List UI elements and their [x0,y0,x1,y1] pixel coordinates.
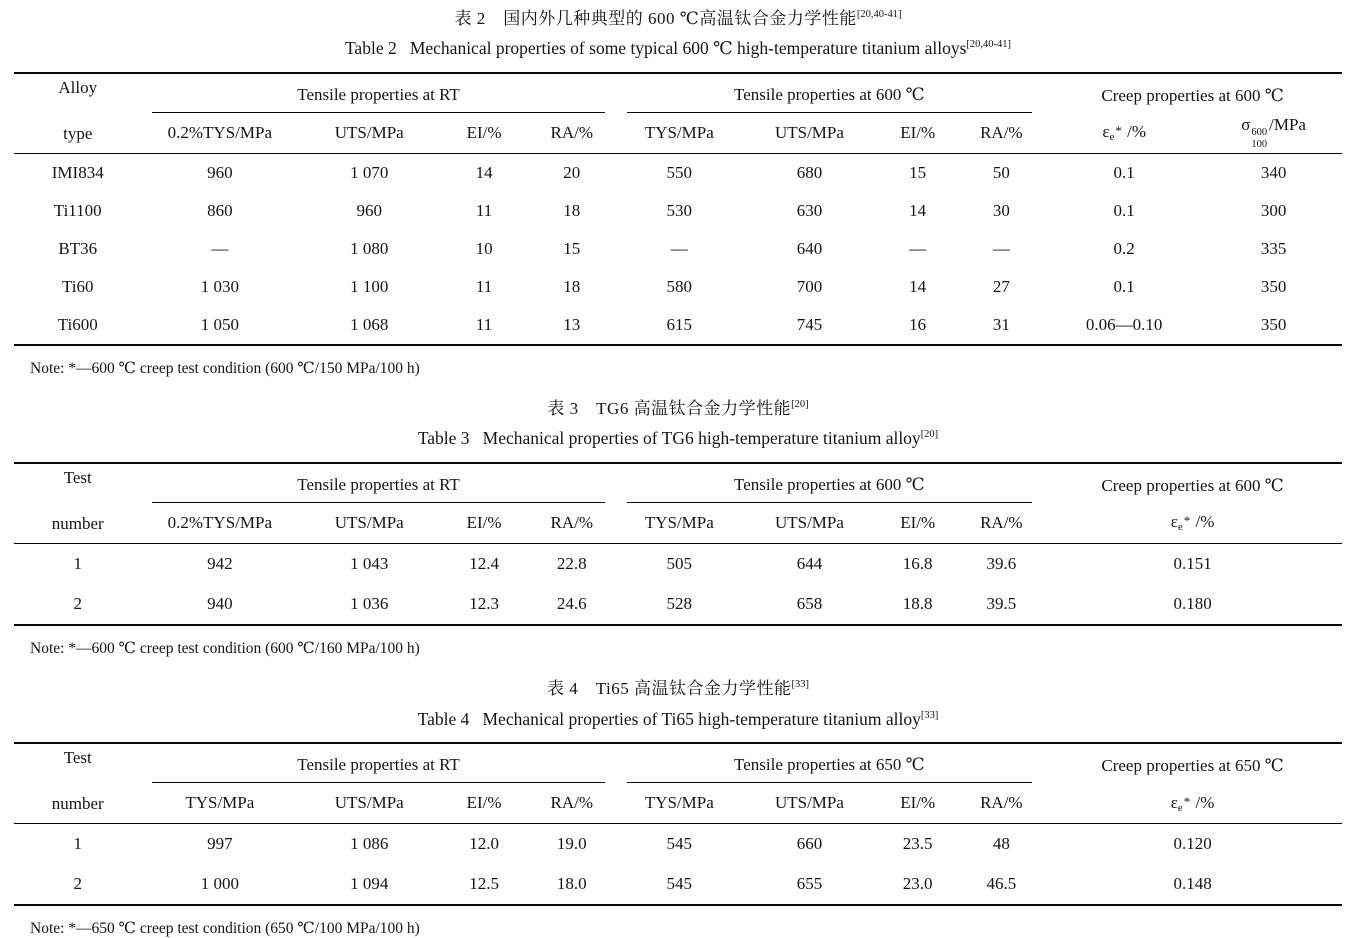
col-header-ra-600: RA/% [980,512,1023,532]
table3-stub-header [14,463,141,544]
data-cell: 0.151 [1173,554,1212,574]
data-cell: 350 [1260,315,1287,335]
data-cell: 12.5 [469,874,499,894]
table3-group-600: Tensile properties at 600 ℃ [616,463,1044,502]
table3-title-cn [0,398,1356,419]
table2-title-cn-text: 表 2 国内外几种典型的 600 ℃高温钛合金力学性能 [454,9,857,28]
table2-group-600: Tensile properties at 600 ℃ [616,73,1044,112]
data-cell: 14 [475,163,493,183]
stub-line1: Test [63,748,92,768]
table3-note: Note: *—600 ℃ creep test condition (600 ℃/160 MPa/100 h) [30,640,420,658]
data-cell: 0.1 [1113,277,1135,297]
row-label-cell: Ti600 [57,315,98,335]
data-cell: 615 [666,315,693,335]
data-cell: — [670,239,688,259]
data-cell: 12.3 [469,594,499,614]
col-header-ei-rt: EI/% [466,512,502,532]
data-cell: 0.180 [1173,594,1212,614]
row-label-cell: BT36 [58,239,98,259]
col-header-ei-600: EI/% [900,512,936,532]
data-cell: 0.1 [1113,163,1135,183]
col-header-uts-600: UTS/MPa [774,512,844,532]
data-cell: 10 [475,239,493,259]
data-cell: 12.0 [469,834,499,854]
data-cell: 24.6 [556,594,587,614]
data-cell: 14 [909,201,927,221]
table2-title-en [0,38,1356,60]
table4-title-cn-text: 表 4 Ti65 高温钛合金力学性能 [546,679,792,699]
data-cell: 30 [992,201,1010,221]
col-header-tys-600: TYS/MPa [644,512,714,532]
data-cell: 0.148 [1173,874,1212,894]
data-cell: 18.0 [556,874,587,894]
table2-title-cn [0,8,1356,29]
data-cell: 11 [475,315,493,335]
col-header-ei-rt: EI/% [466,122,502,142]
row-label-cell: 1 [73,554,82,574]
table4-title-en [0,709,1356,731]
table3-title-cn-ref: [20] [791,399,809,411]
stub-line2: number [51,794,104,814]
col-header-ei-rt: EI/% [466,793,502,813]
data-cell: 1 070 [350,163,389,183]
data-cell: 942 [207,554,233,574]
table2-section [0,8,1356,378]
data-cell: 50 [992,163,1010,183]
data-cell: 960 [207,163,233,183]
table-row [14,544,1342,585]
data-cell: 545 [666,874,693,894]
col-header-ei-650: EI/% [900,793,936,813]
col-header-uts-650: UTS/MPa [774,793,844,813]
col-header-uts-600: UTS/MPa [774,122,844,142]
table3-title-en-ref: [20] [920,429,939,441]
data-cell: 745 [796,315,823,335]
data-cell: 22.8 [556,554,587,574]
col-header-ei-600: EI/% [900,122,936,142]
data-cell: 11 [475,277,493,297]
table4-group-650: Tensile properties at 650 ℃ [616,743,1044,782]
data-cell: 14 [909,277,927,297]
data-cell: 658 [796,594,823,614]
row-label-cell: 2 [73,874,82,894]
table-row [14,192,1342,230]
col-header-ra-rt: RA/% [550,793,593,813]
table4-group-rt: Tensile properties at RT [141,743,615,782]
data-cell: 630 [796,201,823,221]
col-header-creep-stress: σ 600 100 /MPa [1241,115,1306,150]
data-cell: 300 [1260,201,1287,221]
data-cell: 960 [356,201,382,221]
table3 [14,462,1342,626]
data-cell: 48 [992,834,1010,854]
table2-body [14,154,1342,346]
col-header-ra-rt: RA/% [550,122,593,142]
data-cell: 18 [563,277,581,297]
col-header-ra-rt: RA/% [550,512,593,532]
table3-header [14,463,1342,544]
data-cell: 700 [796,277,823,297]
data-cell: 31 [992,315,1010,335]
stub-line1: Test [63,468,92,488]
table2-title-en-ref: [20,40-41] [966,39,1012,51]
table2-title-cn-ref: [20,40-41] [856,9,902,20]
stub-line2: type [63,124,93,144]
data-cell: 528 [666,594,693,614]
table3-title-en [0,428,1356,450]
table3-title-cn-text: 表 3 TG6 高温钛合金力学性能 [547,399,792,419]
data-cell: 0.120 [1173,834,1212,854]
data-cell: 680 [796,163,823,183]
data-cell: 46.5 [986,874,1017,894]
table2-group-creep: Creep properties at 600 ℃ [1101,85,1284,105]
table3-body [14,544,1342,626]
stub-line1: Alloy [58,78,98,98]
col-header-ra-650: RA/% [980,793,1023,813]
table3-group-rt: Tensile properties at RT [141,463,615,502]
data-cell: 350 [1260,277,1287,297]
data-cell: 16 [909,315,927,335]
data-cell: 660 [796,834,823,854]
data-cell: 19.0 [556,834,587,854]
table2-note: Note: *—600 ℃ creep test condition (600 ℃/150 MPa/100 h) [30,360,420,378]
data-cell: 530 [666,201,693,221]
col-header-uts-rt: UTS/MPa [334,512,404,532]
data-cell: 335 [1260,239,1287,259]
data-cell: 18.8 [902,594,933,614]
data-cell: 655 [796,874,823,894]
stub-line2: number [51,514,104,534]
data-cell: 12.4 [469,554,499,574]
table4-section [0,678,1356,938]
col-header-tys-rt: 0.2%TYS/MPa [167,512,273,532]
data-cell: 39.6 [986,554,1017,574]
row-label-cell: 1 [73,834,82,854]
data-cell: 1 043 [350,554,389,574]
data-cell: 0.2 [1113,239,1135,259]
col-header-ra-600: RA/% [980,122,1023,142]
table4-group-creep: Creep properties at 650 ℃ [1101,755,1284,775]
table4 [14,742,1342,906]
table4-title-cn-ref: [33] [791,679,809,691]
col-header-tys-600: TYS/MPa [644,122,714,142]
data-cell: 1 068 [350,315,389,335]
table-row [14,824,1342,865]
data-cell: 340 [1260,163,1287,183]
data-cell: 1 086 [350,834,389,854]
data-cell: 1 100 [350,277,389,297]
data-cell: 39.5 [986,594,1017,614]
data-cell: 27 [992,277,1010,297]
data-cell: 1 030 [200,277,239,297]
data-cell: 580 [666,277,693,297]
data-cell: 505 [666,554,693,574]
table3-section [0,398,1356,658]
data-cell: 11 [475,201,493,221]
table4-note: Note: *—650 ℃ creep test condition (650 ℃/100 MPa/100 h) [30,920,420,938]
table4-title-en-text: Table 4 Mechanical properties of Ti65 high-temperature titanium alloy [417,708,921,729]
table-row [14,268,1342,306]
data-cell: 1 050 [200,315,239,335]
row-label-cell: Ti1100 [53,201,102,221]
data-cell: 550 [666,163,693,183]
col-header-uts-rt: UTS/MPa [334,122,404,142]
table-row [14,230,1342,268]
col-header-uts-rt: UTS/MPa [334,793,404,813]
table3-title-en-text: Table 3 Mechanical properties of TG6 high-temperature titanium alloy [417,428,921,449]
data-cell: — [909,239,927,259]
data-cell: 1 036 [350,594,389,614]
col-header-tys-rt: 0.2%TYS/MPa [167,122,273,142]
data-cell: 1 000 [200,874,239,894]
col-header-tys-rt: TYS/MPa [185,793,255,813]
table-row [14,306,1342,345]
data-cell: — [211,239,229,259]
data-cell: 940 [207,594,233,614]
data-cell: 15 [563,239,581,259]
table-row [14,864,1342,905]
row-label-cell: IMI834 [51,163,104,183]
data-cell: 13 [563,315,581,335]
table2 [14,72,1342,346]
data-cell: 15 [909,163,927,183]
col-header-creep-strain: $\varepsilon_e*$ /% [1170,512,1215,534]
col-header-tys-650: TYS/MPa [644,793,714,813]
data-cell: 1 080 [350,239,389,259]
table4-header [14,743,1342,824]
data-cell: 545 [666,834,693,854]
table-row [14,154,1342,193]
data-cell: 18 [563,201,581,221]
col-header-creep-strain: $\varepsilon_e*$ /% [1170,792,1215,814]
data-cell: 860 [207,201,233,221]
data-cell: 16.8 [902,554,933,574]
table2-stub-header [14,73,141,154]
table4-body [14,824,1342,906]
table3-group-creep: Creep properties at 600 ℃ [1101,475,1284,495]
row-label-cell: Ti60 [61,277,94,297]
data-cell: 644 [796,554,823,574]
table2-title-en-text: Table 2 Mechanical properties of some typical 600 ℃ high-temperature titanium alloys [344,38,967,59]
table4-stub-header [14,743,141,824]
row-label-cell: 2 [73,594,82,614]
table4-title-en-ref: [33] [920,709,939,721]
table-row [14,584,1342,625]
data-cell: 640 [796,239,823,259]
table2-group-rt: Tensile properties at RT [141,73,615,112]
table4-title-cn [0,678,1356,699]
data-cell: 1 094 [350,874,389,894]
data-cell: 0.1 [1113,201,1135,221]
col-header-creep-strain: $\varepsilon_e*$ /% [1102,122,1146,144]
data-cell: 0.06—0.10 [1085,315,1163,335]
data-cell: 23.0 [902,874,933,894]
data-cell: — [992,239,1010,259]
data-cell: 23.5 [902,834,933,854]
data-cell: 997 [207,834,233,854]
data-cell: 20 [563,163,581,183]
table2-header [14,73,1342,154]
